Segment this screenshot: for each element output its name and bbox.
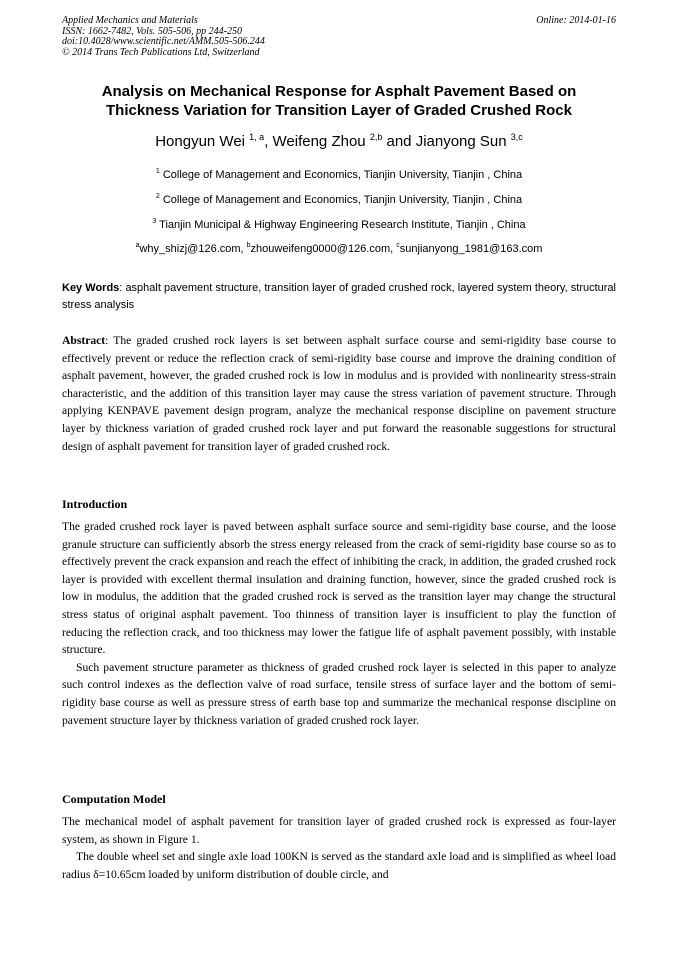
author-2-name: , Weifeng Zhou bbox=[264, 133, 366, 150]
paper-title bbox=[62, 82, 616, 120]
journal-name: Applied Mechanics and Materials bbox=[62, 15, 198, 26]
computation-model-heading: Computation Model bbox=[62, 792, 166, 806]
affiliation-3-num: 3 bbox=[152, 218, 157, 225]
abstract-label: Abstract bbox=[62, 334, 106, 347]
affiliation-3-text: Tianjin Municipal & Highway Engineering Research Institute, Tianjin , China bbox=[156, 219, 526, 231]
email-a-sup: a bbox=[135, 242, 140, 249]
author-3-sup: 3,c bbox=[510, 132, 523, 142]
author-2-sup: 2,b bbox=[369, 132, 383, 142]
introduction-paragraph-2: Such pavement structure parameter as thickness of graded crushed rock layer is selected in this paper to analyze such control indexes as the deflection valve of road surface, tensile stress of surface layer and the bottom of semi-rigidity base course as well as pressure stress of earth base top and summarize the mechanical response discipline on pavement structure layer by thickness variation of graded crushed rock layer. bbox=[62, 660, 616, 727]
title-line-2: Thickness Variation for Transition Layer of Graded Crushed Rock bbox=[106, 102, 572, 119]
abstract-text: : The graded crushed rock layers is set between asphalt surface course and semi-rigidity base course to effectively prevent or reduce the reflection crack of semi-rigidity base course and improve the draining condition of asphalt pavement, however, the graded crushed rock is low in modulus and is provided with nonlinearity stress-strain characteristic, and the addition of this transition layer may cause the stress variation of pavement structure. Through applying KENPAVE pavement design program, analyze the mechanical response discipline on pavement structure layer by thickness variation of graded crushed rock layer and put forward the reasonable suggestions for structural design of asphalt pavement for transition layer of graded crushed rock. bbox=[62, 334, 616, 453]
affiliation-3 bbox=[62, 218, 616, 232]
computation-model-paragraph-1: The mechanical model of asphalt pavement for transition layer of graded crushed rock is expressed as four-layer system, as shown in Figure 1. bbox=[62, 815, 616, 846]
email-c: sunjianyong_1981@163.com bbox=[399, 243, 543, 255]
introduction-paragraph-1: The graded crushed rock layer is paved between asphalt surface source and semi-rigidity base course, and the loose granule structure can sufficiently absorb the stress energy released from the crack of semi-rigidity base course so as to effectively prevent the crack expansion and reach the effect of inhibiting the crack, in addition, the graded crushed rock layer is provided with excellent thermal insulation and draining function, however, since the graded crushed rock is low in modulus, the addition that the graded crushed rock is served as the transition layer may change the structural stress status of original asphalt pavement. Too thinness of transition layer is insufficient to play the function of reducing the reflection crack, and too thickness may lower the fatigue life of asphalt pavement possibly, with instable structure. bbox=[62, 520, 616, 657]
keywords-block bbox=[62, 280, 616, 314]
affiliation-1-text: College of Management and Economics, Tianjin University, Tianjin , China bbox=[159, 169, 523, 181]
abstract-paragraph bbox=[62, 332, 616, 455]
author-1-sup: 1, a bbox=[249, 132, 265, 142]
affiliation-2-num: 2 bbox=[155, 193, 160, 200]
email-b-sup: b bbox=[246, 242, 251, 249]
affiliation-2-text: College of Management and Economics, Tianjin University, Tianjin , China bbox=[159, 194, 523, 206]
author-1-name: Hongyun Wei bbox=[155, 133, 245, 150]
keywords-label: Key Words bbox=[62, 282, 120, 294]
introduction-body bbox=[62, 518, 616, 729]
abstract-block bbox=[62, 332, 616, 455]
author-3-name: and Jianyong Sun bbox=[382, 133, 507, 150]
affiliation-1-num: 1 bbox=[155, 168, 160, 175]
affiliation-1 bbox=[62, 168, 616, 182]
email-b: zhouweifeng0000@126.com, bbox=[250, 243, 397, 255]
issn-line: ISSN: 1662-7482, Vols. 505-506, pp 244-250 bbox=[62, 25, 242, 37]
doi-line: doi:10.4028/www.scientific.net/AMM.505-506.244 bbox=[62, 36, 265, 47]
email-line bbox=[62, 242, 616, 256]
email-c-sup: c bbox=[396, 242, 400, 249]
computation-model-paragraph-2: The double wheel set and single axle load 100KN is served as the standard axle load and is simplified as wheel load radius δ=10.65cm loaded by uniform distribution of double circle, and bbox=[62, 850, 616, 881]
computation-model-body bbox=[62, 813, 616, 883]
online-date: Online: 2014-01-16 bbox=[536, 15, 616, 26]
keywords-text: : asphalt pavement structure, transition layer of graded crushed rock, layered system theory, structural stress analysis bbox=[62, 282, 616, 311]
author-list bbox=[62, 133, 616, 151]
journal-header bbox=[62, 16, 616, 58]
title-line-1: Analysis on Mechanical Response for Asphalt Pavement Based on bbox=[101, 83, 577, 100]
email-a: why_shizj@126.com, bbox=[139, 243, 247, 255]
copyright-line: © 2014 Trans Tech Publications Ltd, Switzerland bbox=[62, 46, 260, 58]
introduction-heading: Introduction bbox=[62, 497, 128, 511]
affiliation-2 bbox=[62, 193, 616, 207]
